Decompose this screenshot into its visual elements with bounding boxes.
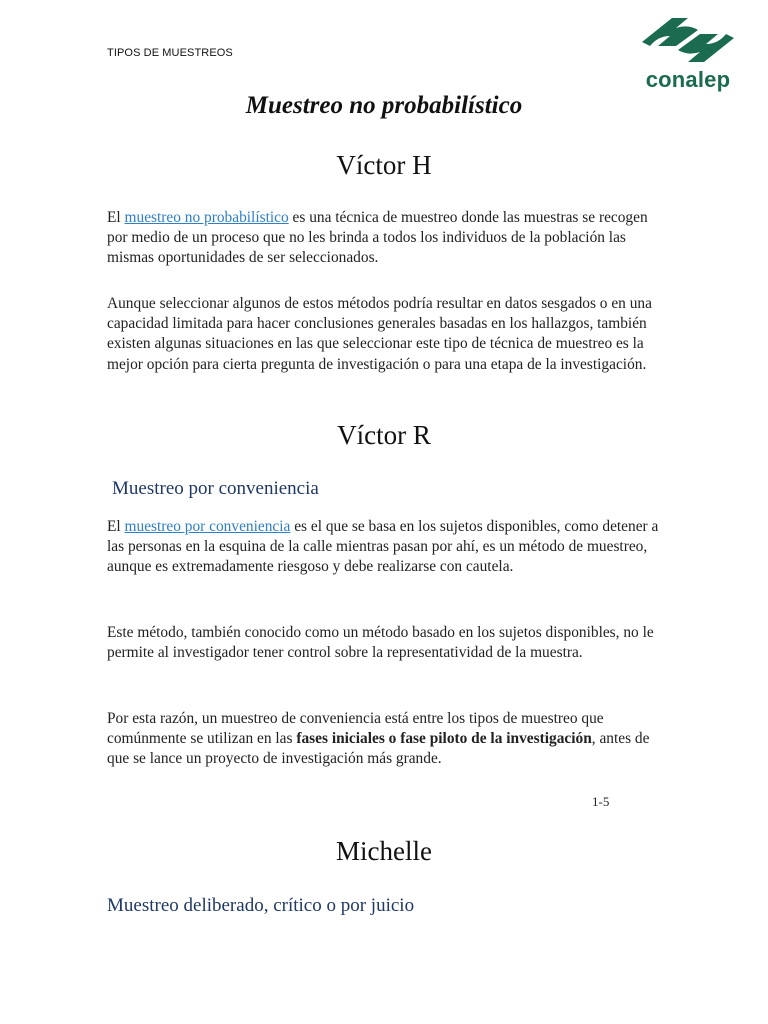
paragraph-razon xyxy=(107,709,667,770)
paragraph-metodo: Este método, también conocido como un método basado en los sujetos disponibles, no le permite al investigador tener control sobre la representatividad de la muestra. xyxy=(107,624,654,662)
author-victor-h: Víctor H xyxy=(336,150,432,180)
conalep-logo xyxy=(636,12,740,94)
document-header: TIPOS DE MUESTREOS xyxy=(107,47,233,59)
conalep-logo-icon xyxy=(636,12,740,68)
heading-muestreo-deliberado: Muestreo deliberado, crítico o por juicio xyxy=(107,895,415,916)
text-span: El xyxy=(107,518,125,535)
bold-phrase: fases iniciales o fase piloto de la investigación xyxy=(296,730,592,748)
text-span: , antes de que se lance un proyecto de investigación más grande. xyxy=(107,730,650,768)
paragraph-conveniencia xyxy=(107,517,667,578)
text-span: El xyxy=(107,209,125,226)
text-span: es el que se basa en los sujetos disponibles, como detener a las personas en la esquina de la calle mientras pasan por ahí, es un método de muestreo, aunque es extremadamente riesgoso y debe realizarse con cautela. xyxy=(107,518,659,576)
page-number: 1-5 xyxy=(592,794,610,809)
author-victor-r: Víctor R xyxy=(337,420,431,450)
paragraph-limitations: Aunque seleccionar algunos de estos métodos podría resultar en datos sesgados o en una capacidad limitada para hacer conclusiones generales basadas en los hallazgos, también existen algunas situaciones en las que seleccionar este tipo de técnica de muestreo es la mejor opción para cierta pregunta de investigación o para una etapa de la investigación. xyxy=(107,295,652,373)
heading-muestreo-conveniencia: Muestreo por conveniencia xyxy=(112,478,319,499)
link-muestreo-por-conveniencia[interactable]: muestreo por conveniencia xyxy=(124,518,291,535)
paragraph-definition xyxy=(107,208,667,269)
text-span: es una técnica de muestreo donde las muestras se recogen por medio de un proceso que no les brinda a todos los individuos de la población las mismas oportunidades de ser seleccionados. xyxy=(107,209,648,267)
text-span: Por esta razón, un muestreo de conveniencia está entre los tipos de muestreo que comúnmente se utilizan en las xyxy=(107,710,604,748)
conalep-wordmark: conalep xyxy=(645,67,731,92)
link-muestreo-no-probabilistico[interactable]: muestreo no probabilístico xyxy=(124,209,289,226)
document-title: Muestreo no probabilístico xyxy=(245,92,523,119)
author-michelle: Michelle xyxy=(336,836,432,866)
